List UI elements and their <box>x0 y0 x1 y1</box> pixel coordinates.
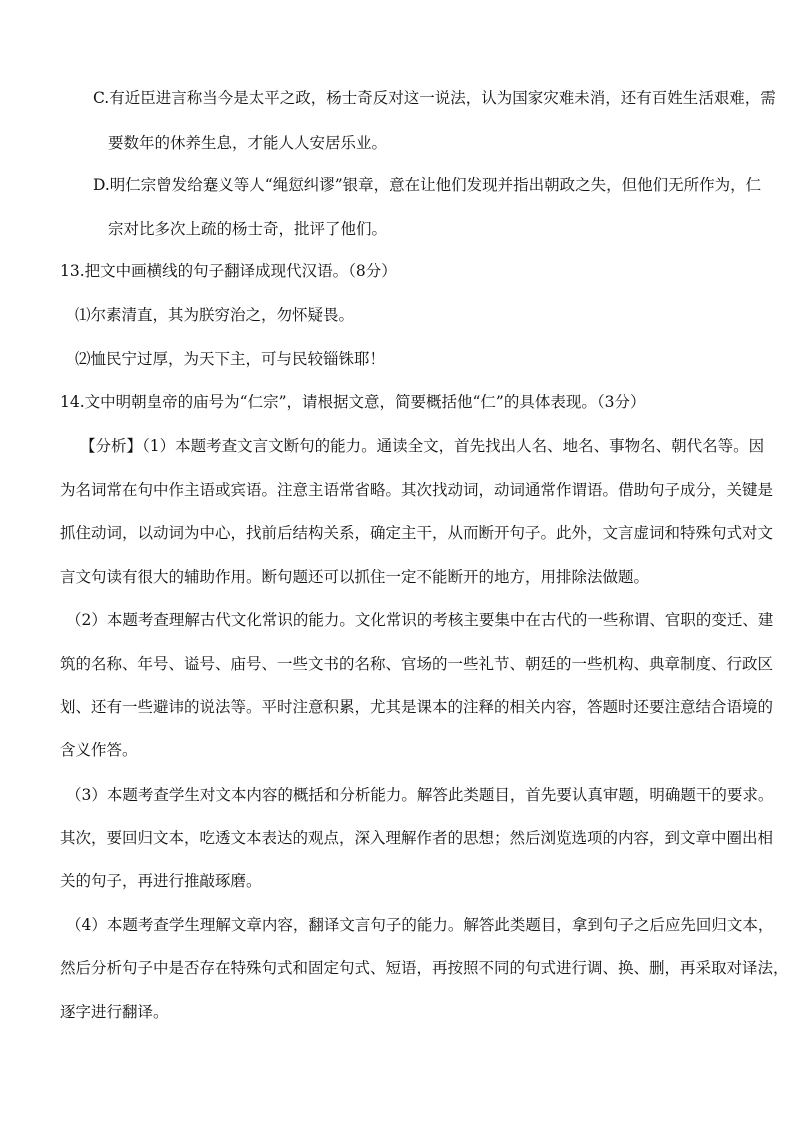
analysis-p1-line-3: 抓住动词，以动词为中心，找前后结构关系，确定主干，从而断开句子。此外，文言虚词和特殊句式对文 <box>60 524 774 542</box>
analysis-p2-line-1: （2）本题考查理解古代文化常识的能力。文化常识的考核主要集中在古代的一些称谓、官职的变迁、建 <box>66 611 774 629</box>
analysis-p2-line-4: 含义作答。 <box>60 741 138 759</box>
option-c-line-1: C.有近臣进言称当今是太平之政，杨士奇反对这一说法，认为国家灾难未消，还有百姓生活艰难，需 <box>93 89 776 107</box>
analysis-p1-line-2: 为名词常在句中作主语或宾语。注意主语常省略。其次找动词，动词通常作谓语。借助句子成分，关键是 <box>60 481 774 499</box>
analysis-p2-line-2: 筑的名称、年号、谥号、庙号、一些文书的名称、官场的一些礼节、朝廷的一些机构、典章制度、行政区 <box>60 655 774 673</box>
analysis-p1-line-4: 言文句读有很大的辅助作用。断句题还可以抓住一定不能断开的地方，用排除法做题。 <box>60 568 650 586</box>
question-13-prompt: 13.把文中画横线的句子翻译成现代汉语。（8分） <box>60 262 397 280</box>
option-d-line-2: 宗对比多次上疏的杨士奇，批评了他们。 <box>108 220 388 238</box>
analysis-p4-line-3: 逐字进行翻译。 <box>60 1003 169 1021</box>
option-d-line-1: D.明仁宗曾发给蹇义等人“绳愆纠谬”银章，意在让他们发现并指出朝政之失，但他们无所作为，仁 <box>93 176 762 194</box>
analysis-p3-line-2: 其次，要回归文本，吃透文本表达的观点，深入理解作者的思想；然后浏览选项的内容，到文章中圈出相 <box>60 829 774 847</box>
question-13-sentence-1: ⑴尔素清直，其为朕穷治之，勿怀疑畏。 <box>75 306 355 324</box>
analysis-p4-line-2: 然后分析句子中是否存在特殊句式和固定句式、短语，再按照不同的句式进行调、换、删，再采取对译法， <box>60 959 789 977</box>
analysis-p3-line-1: （3）本题考查学生对文本内容的概括和分析能力。解答此类题目，首先要认真审题，明确题干的要求。 <box>66 786 774 804</box>
analysis-p4-line-1: （4）本题考查学生理解文章内容，翻译文言句子的能力。解答此类题目，拿到句子之后应先回归文本， <box>66 916 774 934</box>
option-c-line-2: 要数年的休养生息，才能人人安居乐业。 <box>108 134 388 152</box>
analysis-p3-line-3: 关的句子，再进行推敲琢磨。 <box>60 872 262 890</box>
question-14-prompt: 14.文中明朝皇帝的庙号为“仁宗”，请根据文意，简要概括他“仁”的具体表现。（3分） <box>60 393 646 411</box>
question-13-sentence-2: ⑵恤民宁过厚，为天下主，可与民较锱铢耶！ <box>75 350 386 368</box>
analysis-p1-line-1: 【分析】（1）本题考查文言文断句的能力。通读全文，首先找出人名、地名、事物名、朝代名等。因 <box>80 437 765 455</box>
analysis-p2-line-3: 划、还有一些避讳的说法等。平时注意积累，尤其是课本的注释的相关内容，答题时还要注意结合语境的 <box>60 698 774 716</box>
